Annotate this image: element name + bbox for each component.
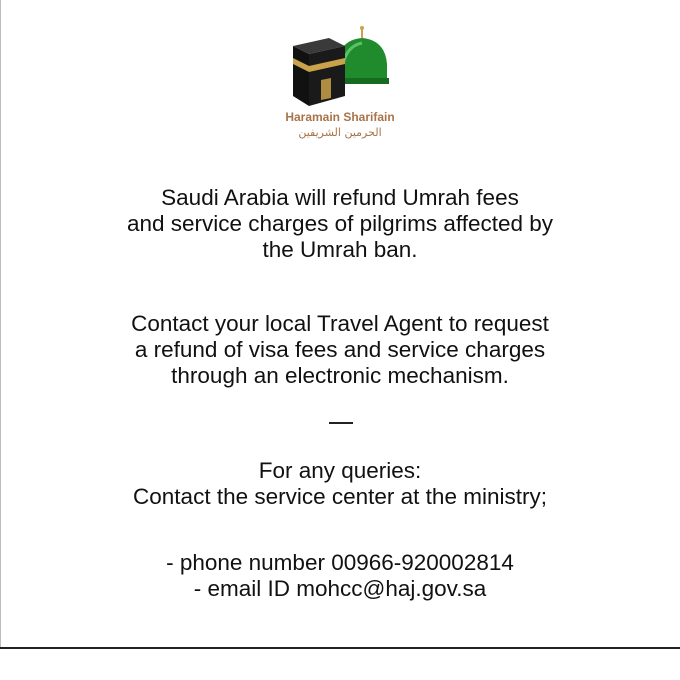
section-divider <box>329 422 353 424</box>
left-border <box>0 0 1 648</box>
kaaba-and-green-dome-icon <box>287 24 393 108</box>
email-line: - email ID mohcc@haj.gov.sa <box>193 576 487 601</box>
announcement-line: and service charges of pilgrims affected by <box>126 211 554 236</box>
announcement-line: a refund of visa fees and service charges <box>134 337 546 362</box>
announcement-line: Contact your local Travel Agent to request <box>131 311 549 336</box>
haramain-sharifain-logo <box>275 24 405 144</box>
announcement-line: the Umrah ban. <box>262 237 418 262</box>
phone-number-line: - phone number 00966-920002814 <box>166 550 514 575</box>
logo-name-english: Haramain Sharifain <box>285 110 395 124</box>
announcement-line: through an electronic mechanism. <box>171 363 509 388</box>
bottom-border <box>0 647 680 649</box>
queries-paragraph <box>20 458 660 510</box>
contact-details <box>20 550 660 602</box>
travel-agent-paragraph <box>20 311 660 389</box>
refund-announcement-paragraph <box>20 185 660 263</box>
logo-name-arabic: الحرمين الشريفين <box>298 126 382 139</box>
announcement-line: Contact the service center at the ministry; <box>133 484 547 509</box>
announcement-line: Saudi Arabia will refund Umrah fees <box>161 185 519 210</box>
announcement-line: For any queries: <box>258 458 422 483</box>
